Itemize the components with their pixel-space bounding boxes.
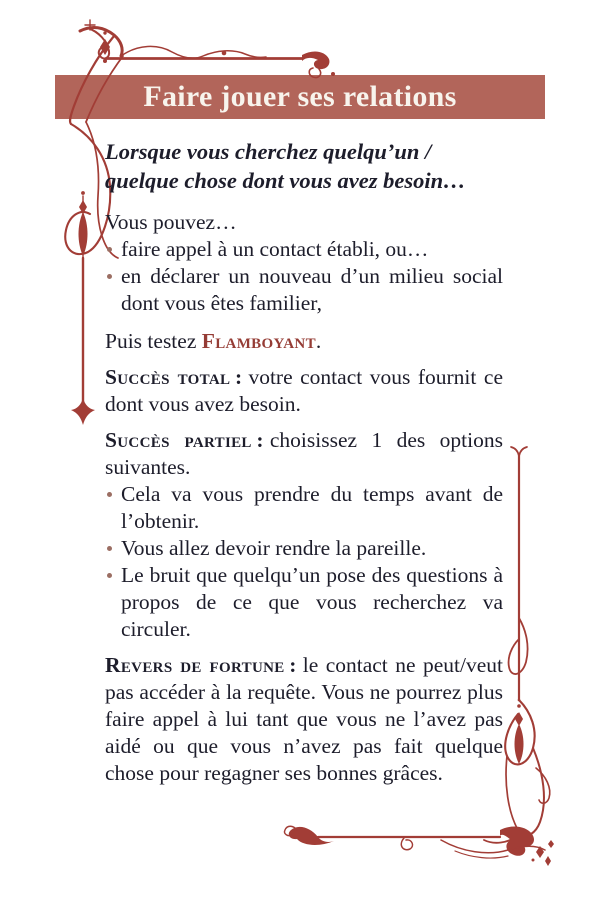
- bullet-icon: [107, 546, 112, 551]
- bullet-icon: [107, 247, 112, 252]
- option-text: Le bruit que quelqu’un pose des questions à propos de ce que vous recherchez va circuler.: [121, 563, 503, 641]
- outcome-label: Revers de fortune :: [105, 653, 297, 677]
- bullet-icon: [107, 573, 112, 578]
- choice-text: faire appel à un contact établi, ou…: [121, 237, 429, 261]
- list-item: [105, 481, 503, 535]
- outcome-label: Succès partiel :: [105, 428, 264, 452]
- title-bar: [55, 75, 545, 119]
- outcome-success-total: [105, 364, 503, 418]
- list-item: [105, 236, 503, 263]
- outcome-text: le contact ne peut/veut pas accéder à la requête. Vous ne pourrez plus faire appel à lui tant que vous ne l’avez pas aidé ou que vous n’avez pas fait quelque chose pour regagner ses bonnes grâces.: [105, 653, 503, 785]
- list-item: [105, 562, 503, 643]
- option-text: Vous allez devoir rendre la pareille.: [121, 536, 427, 560]
- card-body: [105, 137, 503, 796]
- test-prefix: Puis testez: [105, 329, 202, 353]
- outcome-revers-de-fortune: [105, 652, 503, 787]
- outcome-text: votre contact vous fournit ce dont vous avez besoin.: [105, 365, 503, 416]
- test-instruction: [105, 328, 503, 355]
- stat-flamboyant: Flamboyant: [201, 329, 316, 353]
- trigger-text: Lorsque vous cherchez quelqu’un / quelque chose dont vous avez besoin…: [105, 139, 466, 193]
- outcome-text: choisissez 1 des options suivantes.: [105, 428, 503, 479]
- list-item: [105, 263, 503, 317]
- partial-options-list: [105, 481, 503, 643]
- page-title: Faire jouer ses relations: [143, 80, 457, 113]
- right-border-rule-icon: [509, 447, 528, 700]
- bullet-icon: [107, 274, 112, 279]
- choice-list: [105, 236, 503, 317]
- option-text: Cela va vous prendre du temps avant de l’obtenir.: [121, 482, 503, 533]
- outcome-success-partial: [105, 427, 503, 481]
- choice-text: en déclarer un nouveau d’un milieu social dont vous êtes familier,: [121, 264, 503, 315]
- lead-text: Vous pouvez…: [105, 210, 237, 234]
- list-item: [105, 535, 503, 562]
- bullet-icon: [107, 492, 112, 497]
- test-suffix: .: [315, 329, 322, 353]
- outcome-label: Succès total :: [105, 365, 243, 389]
